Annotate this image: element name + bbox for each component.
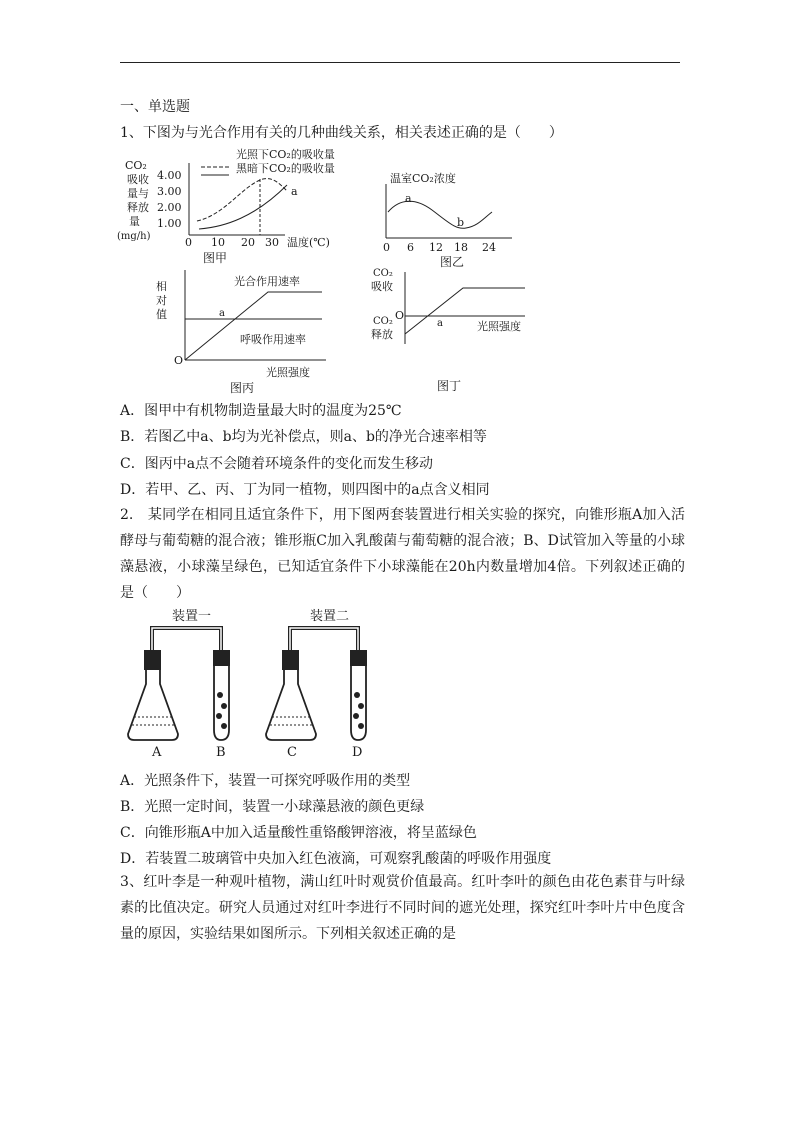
fig-jia-dashed-curve [197,179,287,221]
fig-bing-photosynthesis-line [185,292,322,360]
fig-yi-curve [388,201,492,228]
flask-c [266,670,316,740]
fig-bing-origin: O [174,354,184,367]
fig-jia-xtick-10: 10 [211,236,225,249]
fig-jia-legend-solid: 黑暗下CO₂的吸收量 [236,162,335,175]
apparatus-figure [120,600,390,765]
fig-jia-ytick-300: 3.00 [157,185,182,198]
fig-bing-xlabel: 光照强度 [266,366,310,379]
fig-jia-point-a: a [291,185,298,198]
label-b: B [216,745,226,760]
fig-yi-caption: 图乙 [440,255,465,269]
figure-ding [365,266,540,396]
fig-jia-xtick-30: 30 [265,236,279,249]
q1-stem: 1、下图为与光合作用有关的几种曲线关系，相关表述正确的是（ ） [120,125,563,141]
header-rule [120,62,680,63]
figure-bing [150,268,340,396]
fig-jia-caption: 图甲 [203,251,228,265]
fig-yi-point-b: b [457,216,465,229]
q2-option-a: A．光照条件下，装置一可探究呼吸作用的类型 [120,773,411,789]
fig-jia-xtick-0: 0 [185,236,192,249]
cell-b-3 [216,713,222,719]
q1-option-d: D．若甲、乙、丙、丁为同一植物，则四图中的a点含义相同 [120,482,490,498]
fig-bing-ylabel-3: 值 [156,308,167,321]
stopper-c [282,650,299,670]
fig-bing-ylabel-2: 对 [156,294,167,307]
q1-option-c: C．图丙中a点不会随着环境条件的变化而发生移动 [120,456,434,472]
cell-b-2 [221,703,227,709]
label-d: D [352,745,363,760]
figure-jia [115,145,375,270]
cell-d-3 [353,713,359,719]
fig-ding-ylabel-top-2: 吸收 [371,280,393,293]
fig-ding-caption: 图丁 [437,379,462,393]
fig-jia-xtick-20: 20 [241,236,255,249]
fig-jia-ylabel-6: (mg/h) [117,231,151,242]
fig-jia-ytick-400: 4.00 [157,169,182,182]
q2-option-b: B．光照一定时间，装置一小球藻悬液的颜色更绿 [120,799,425,815]
fig-ding-ylabel-bottom-2: 释放 [371,328,393,341]
q1-option-a: A．图甲中有机物制造量最大时的温度为25℃ [120,403,402,419]
fig-ding-origin: O [395,309,405,322]
fig-bing-line2-label: 呼吸作用速率 [240,333,306,346]
fig-jia-ytick-100: 1.00 [157,217,182,230]
fig-jia-legend-dashed: 光照下CO₂的吸收量 [236,148,335,161]
tube-d [351,666,366,740]
fig-jia-ylabel-5: 量 [129,215,140,228]
tube-b [214,666,229,740]
stopper-b [213,650,230,666]
label-a: A [152,745,162,760]
fig-jia-ytick-200: 2.00 [157,201,182,214]
stopper-a [144,650,161,670]
label-c: C [287,745,297,760]
tube-one-outer [152,628,221,655]
fig-yi-xtick-18: 18 [454,241,468,254]
section-heading: 一、单选题 [120,99,190,115]
q2-option-c: C．向锥形瓶A中加入适量酸性重铬酸钾溶液，将呈蓝绿色 [120,825,477,841]
apparatus-title-2: 装置二 [310,609,350,624]
fig-bing-line1-label: 光合作用速率 [234,275,300,288]
fig-yi-xtick-24: 24 [482,241,496,254]
cell-d-4 [358,723,364,729]
q3-stem: 3、红叶李是一种观叶植物，满山红叶时观赏价值最高。红叶李叶的颜色由花色素苷与叶绿素的比值决定。研究人员通过对红叶李进行不同时间的遮光处理，探究红叶李叶片中色度含量的原因，实验结果如图所示。下列相关叙述正确的是 [120,874,685,942]
fig-bing-caption: 图丙 [230,381,255,395]
cell-d-2 [358,703,364,709]
fig-yi-ylabel: 温室CO₂浓度 [390,172,456,185]
cell-d-1 [354,692,360,698]
q1-option-b: B．若图乙中a、b均为光补偿点，则a、b的净光合速率相等 [120,429,487,445]
fig-jia-ylabel-1: CO₂ [125,159,147,172]
cell-b-1 [217,692,223,698]
tube-two-outer [290,628,358,655]
fig-bing-point-a: a [219,308,225,319]
q2-option-d: D．若装置二玻璃管中央加入红色液滴，可观察乳酸菌的呼吸作用强度 [120,851,552,867]
fig-jia-xlabel: 温度(℃) [287,236,330,249]
fig-jia-ylabel-4: 释放 [127,201,149,214]
fig-jia-ylabel-3: 量与 [127,187,149,200]
cell-b-4 [221,723,227,729]
fig-ding-point-a: a [437,318,443,329]
figure-yi [370,158,530,270]
fig-bing-ylabel-1: 相 [156,280,167,293]
fig-ding-ylabel-top-1: CO₂ [373,268,393,279]
flask-a [128,670,178,740]
fig-yi-xtick-6: 6 [407,241,414,254]
fig-ding-xlabel: 光照强度 [477,320,521,333]
fig-yi-xtick-12: 12 [429,241,443,254]
tube-two-inner [290,628,358,655]
fig-yi-xtick-0: 0 [383,241,390,254]
tube-one-inner [152,628,221,655]
fig-yi-point-a: a [405,192,412,205]
q2-stem: 2. 某同学在相同且适宜条件下，用下图两套装置进行相关实验的探究，向锥形瓶A加入活酵母与葡萄糖的混合液；锥形瓶C加入乳酸菌与葡萄糖的混合液；B、D试管加入等量的小球藻悬液，小球藻呈绿色，已知适宜条件下小球藻能在20h内数量增加4倍。下列叙述正确的是（ ） [120,507,685,601]
fig-jia-ylabel-2: 吸收 [127,173,149,186]
apparatus-title-1: 装置一 [172,609,212,624]
fig-ding-ylabel-bottom-1: CO₂ [373,316,393,327]
stopper-d [350,650,367,666]
